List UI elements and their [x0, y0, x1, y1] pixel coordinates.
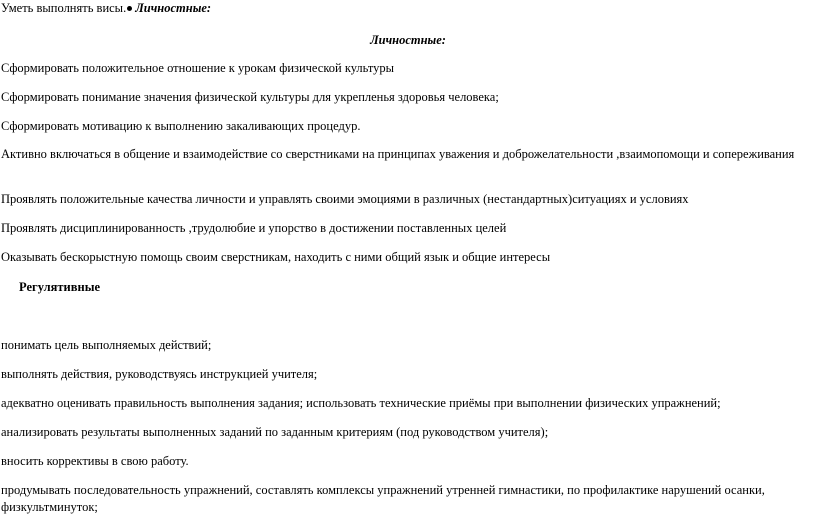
top-line-text: Уметь выполнять висы. — [1, 1, 127, 15]
personal-item-6: Проявлять дисциплинированность ,трудолюбие и упорство в достижении поставленных целей — [1, 221, 507, 235]
regulatory-item-1: понимать цель выполняемых действий; — [1, 338, 212, 352]
personal-item-2: Сформировать понимание значения физической культуры для укрепленья здоровья человека; — [1, 90, 499, 104]
bullet-icon — [127, 6, 132, 11]
regulatory-item-3: адекватно оценивать правильность выполнения задания; использовать технические приёмы при выполнении физических упражнений; — [1, 396, 721, 410]
regulatory-title: Регулятивные — [19, 280, 101, 294]
top-line-heading: Личностные: — [135, 1, 212, 15]
regulatory-item-5: вносить коррективы в свою работу. — [1, 454, 189, 468]
personal-item-3: Сформировать мотивацию к выполнению закаливающих процедур. — [1, 119, 361, 133]
personal-item-4: Активно включаться в общение и взаимодействие со сверстниками на принципах уважения и доброжелательности ,взаимопомощи и сопереживания — [1, 147, 795, 161]
top-line — [1, 1, 211, 16]
regulatory-item-4: анализировать результаты выполненных заданий по заданным критериям (под руководством учителя); — [1, 425, 549, 439]
regulatory-item-6: продумывать последовательность упражнений, составлять комплексы упражнений утренней гимнастики, по профилактике нарушений осанки, физкультминуток; — [1, 483, 765, 514]
personal-item-1: Сформировать положительное отношение к урокам физической культуры — [1, 61, 395, 75]
personal-title: Личностные: — [370, 33, 446, 47]
personal-item-5: Проявлять положительные качества личности и управлять своими эмоциями в различных (нестандартных)ситуациях и условиях — [1, 192, 689, 206]
regulatory-item-2: выполнять действия, руководствуясь инструкцией учителя; — [1, 367, 318, 381]
personal-item-7: Оказывать бескорыстную помощь своим сверстникам, находить с ними общий язык и общие интересы — [1, 250, 551, 264]
